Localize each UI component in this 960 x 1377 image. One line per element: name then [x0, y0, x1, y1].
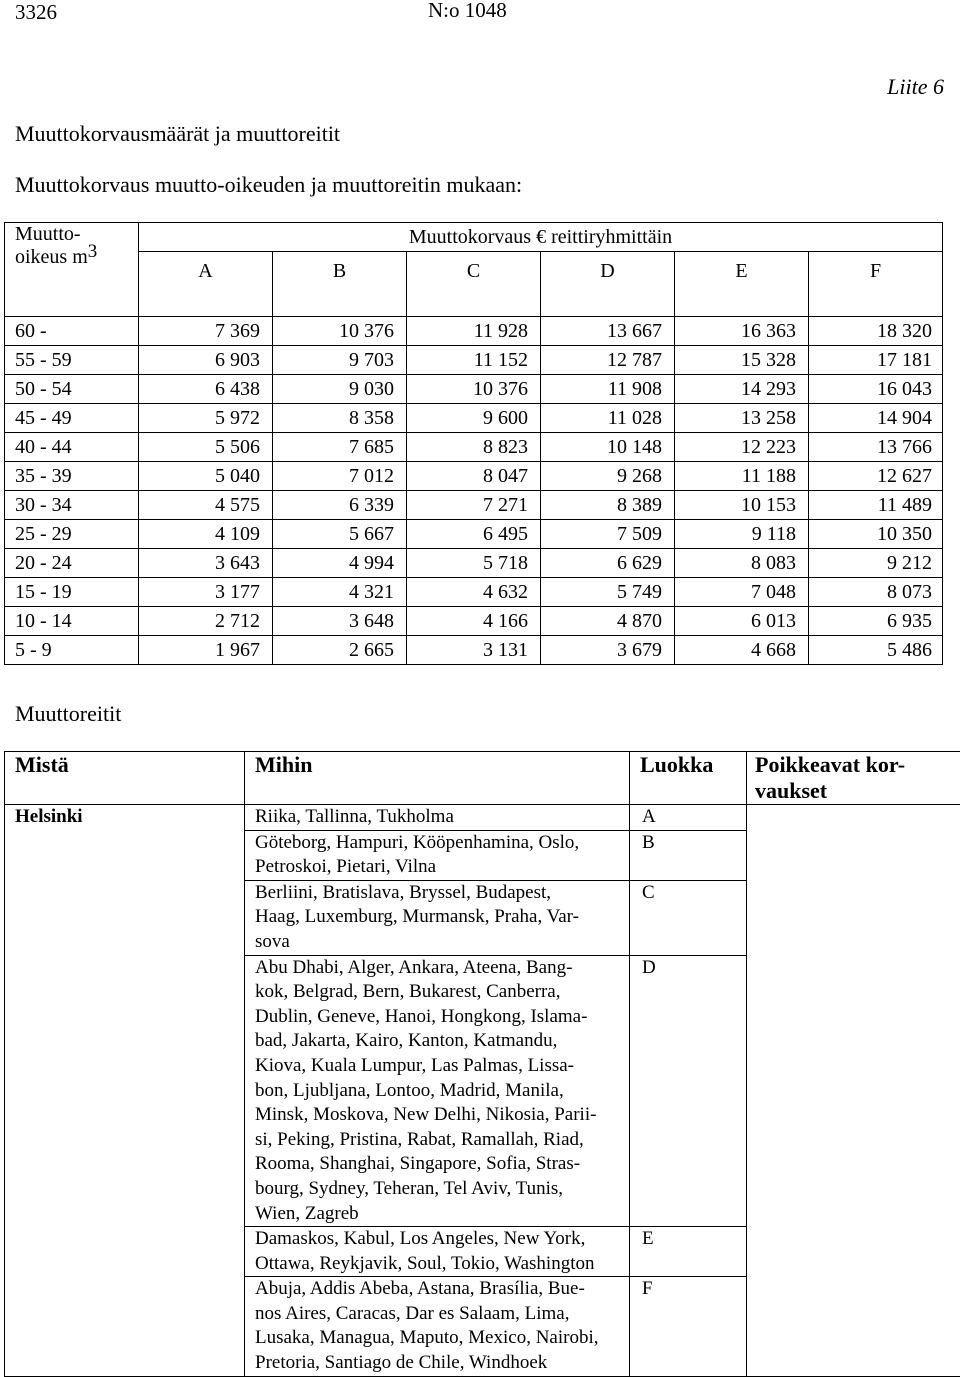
- range-cell: 50 - 54: [5, 375, 139, 404]
- table-row: [5, 491, 943, 520]
- destination-line: Pretoria, Santiago de Chile, Windhoek: [255, 1351, 621, 1376]
- value-cell: 1 967: [139, 636, 273, 665]
- group-letter-f: F: [809, 252, 943, 317]
- value-cell: 9 212: [809, 549, 943, 578]
- group-letter-a: A: [139, 252, 273, 317]
- value-cell: 2 712: [139, 607, 273, 636]
- value-cell: 10 153: [675, 491, 809, 520]
- value-cell: 14 904: [809, 404, 943, 433]
- group-letters-row: [5, 252, 943, 317]
- value-cell: 4 632: [407, 578, 541, 607]
- value-cell: 3 679: [541, 636, 675, 665]
- destination-line: Berliini, Bratislava, Bryssel, Budapest,: [255, 881, 621, 906]
- destination-line: Wien, Zagreb: [255, 1202, 621, 1227]
- value-cell: 13 667: [541, 317, 675, 346]
- range-cell: 20 - 24: [5, 549, 139, 578]
- destination-line: Minsk, Moskova, New Delhi, Nikosia, Parii-: [255, 1103, 621, 1128]
- routes-title: Muuttoreitit: [15, 701, 121, 727]
- value-cell: 5 972: [139, 404, 273, 433]
- value-cell: 11 928: [407, 317, 541, 346]
- value-cell: 5 667: [273, 520, 407, 549]
- page-subtitle: Muuttokorvaus muutto-oikeuden ja muuttoreitin mukaan:: [15, 172, 522, 198]
- table-row: [5, 404, 943, 433]
- value-cell: 16 363: [675, 317, 809, 346]
- value-cell: 4 870: [541, 607, 675, 636]
- group-letter-d: D: [541, 252, 675, 317]
- value-cell: 11 908: [541, 375, 675, 404]
- value-cell: 4 575: [139, 491, 273, 520]
- destination-line: nos Aires, Caracas, Dar es Salaam, Lima,: [255, 1302, 621, 1327]
- table-row: [5, 462, 943, 491]
- destination-line: Haag, Luxemburg, Murmansk, Praha, Var-: [255, 905, 621, 930]
- destinations-cell: [245, 830, 630, 880]
- value-cell: 8 073: [809, 578, 943, 607]
- value-cell: 8 047: [407, 462, 541, 491]
- group-letter-e: E: [675, 252, 809, 317]
- value-cell: 2 665: [273, 636, 407, 665]
- row-label-line1: Muutto-: [15, 223, 138, 246]
- value-cell: 4 321: [273, 578, 407, 607]
- group-letter-b: B: [273, 252, 407, 317]
- value-cell: 13 258: [675, 404, 809, 433]
- value-cell: 3 643: [139, 549, 273, 578]
- value-cell: 8 823: [407, 433, 541, 462]
- value-cell: 7 048: [675, 578, 809, 607]
- value-cell: 10 376: [273, 317, 407, 346]
- value-cell: 7 271: [407, 491, 541, 520]
- value-cell: 3 648: [273, 607, 407, 636]
- routes-body: [5, 805, 960, 1377]
- value-cell: 5 749: [541, 578, 675, 607]
- value-cell: 4 166: [407, 607, 541, 636]
- value-cell: 7 509: [541, 520, 675, 549]
- range-cell: 30 - 34: [5, 491, 139, 520]
- table-row: [5, 636, 943, 665]
- value-cell: 4 994: [273, 549, 407, 578]
- value-cell: 7 685: [273, 433, 407, 462]
- range-cell: 25 - 29: [5, 520, 139, 549]
- value-cell: 8 389: [541, 491, 675, 520]
- row-label-superscript: 3: [88, 241, 98, 262]
- value-cell: 17 181: [809, 346, 943, 375]
- value-cell: 5 718: [407, 549, 541, 578]
- group-header: Muuttokorvaus € reittiryhmittäin: [139, 223, 943, 252]
- compensation-body: [5, 317, 943, 665]
- value-cell: 6 903: [139, 346, 273, 375]
- value-cell: 10 350: [809, 520, 943, 549]
- page-number: 3326: [15, 0, 57, 25]
- value-cell: 13 766: [809, 433, 943, 462]
- header-class: Luokka: [630, 752, 747, 805]
- destination-line: si, Peking, Pristina, Rabat, Ramallah, Riad,: [255, 1128, 621, 1153]
- value-cell: 6 935: [809, 607, 943, 636]
- table-row: [5, 520, 943, 549]
- value-cell: 8 358: [273, 404, 407, 433]
- origin-cell: Helsinki: [5, 805, 245, 1377]
- header-exceptions: Poikkeavat kor-vaukset: [747, 752, 960, 805]
- value-cell: 3 177: [139, 578, 273, 607]
- class-cell: C: [630, 880, 747, 955]
- destination-line: Abu Dhabi, Alger, Ankara, Ateena, Bang-: [255, 956, 621, 981]
- table-row: [5, 375, 943, 404]
- value-cell: 14 293: [675, 375, 809, 404]
- class-cell: E: [630, 1227, 747, 1277]
- destinations-cell: [245, 1277, 630, 1376]
- destination-line: bad, Jakarta, Kairo, Kanton, Katmandu,: [255, 1029, 621, 1054]
- class-cell: D: [630, 955, 747, 1227]
- value-cell: 7 369: [139, 317, 273, 346]
- destination-line: Göteborg, Hampuri, Kööpenhamina, Oslo,: [255, 831, 621, 856]
- destination-line: sova: [255, 930, 621, 955]
- row-label-line2: oikeus m: [15, 246, 88, 268]
- value-cell: 9 268: [541, 462, 675, 491]
- destination-line: kok, Belgrad, Bern, Bukarest, Canberra,: [255, 980, 621, 1005]
- value-cell: 6 339: [273, 491, 407, 520]
- value-cell: 18 320: [809, 317, 943, 346]
- destinations-cell: [245, 955, 630, 1227]
- value-cell: 5 486: [809, 636, 943, 665]
- value-cell: 11 028: [541, 404, 675, 433]
- value-cell: 5 040: [139, 462, 273, 491]
- destination-line: Lusaka, Managua, Maputo, Mexico, Nairobi,: [255, 1326, 621, 1351]
- value-cell: 5 506: [139, 433, 273, 462]
- destination-line: Rooma, Shanghai, Singapore, Sofia, Stras-: [255, 1152, 621, 1177]
- destination-line: Kiova, Kuala Lumpur, Las Palmas, Lissa-: [255, 1054, 621, 1079]
- value-cell: 9 118: [675, 520, 809, 549]
- exceptions-cell: [747, 805, 960, 1377]
- destination-line: Riika, Tallinna, Tukholma: [255, 805, 621, 830]
- table-row: [5, 346, 943, 375]
- value-cell: 9 703: [273, 346, 407, 375]
- value-cell: 4 109: [139, 520, 273, 549]
- table-row: [5, 317, 943, 346]
- value-cell: 6 438: [139, 375, 273, 404]
- value-cell: 9 600: [407, 404, 541, 433]
- destination-line: Abuja, Addis Abeba, Astana, Brasília, Bue-: [255, 1277, 621, 1302]
- value-cell: 6 495: [407, 520, 541, 549]
- appendix-label: Liite 6: [887, 74, 944, 100]
- page-title: Muuttokorvausmäärät ja muuttoreitit: [15, 121, 340, 147]
- table-row: [5, 805, 960, 831]
- value-cell: 11 188: [675, 462, 809, 491]
- table-row: [5, 549, 943, 578]
- table-row: [5, 578, 943, 607]
- header-from: Mistä: [5, 752, 245, 805]
- destinations-cell: [245, 1227, 630, 1277]
- value-cell: 16 043: [809, 375, 943, 404]
- value-cell: 8 083: [675, 549, 809, 578]
- range-cell: 40 - 44: [5, 433, 139, 462]
- range-cell: 15 - 19: [5, 578, 139, 607]
- value-cell: 6 629: [541, 549, 675, 578]
- header-to: Mihin: [245, 752, 630, 805]
- value-cell: 10 376: [407, 375, 541, 404]
- routes-table: [4, 751, 960, 1377]
- range-cell: 55 - 59: [5, 346, 139, 375]
- value-cell: 12 787: [541, 346, 675, 375]
- range-cell: 35 - 39: [5, 462, 139, 491]
- range-cell: 60 -: [5, 317, 139, 346]
- destination-line: bon, Ljubljana, Lontoo, Madrid, Manila,: [255, 1079, 621, 1104]
- compensation-table: [4, 222, 943, 665]
- document-number: N:o 1048: [428, 0, 507, 23]
- value-cell: 4 668: [675, 636, 809, 665]
- class-cell: A: [630, 805, 747, 831]
- row-label-header: [5, 223, 139, 317]
- destination-line: Damaskos, Kabul, Los Angeles, New York,: [255, 1227, 621, 1252]
- value-cell: 7 012: [273, 462, 407, 491]
- table-row: [5, 433, 943, 462]
- value-cell: 11 152: [407, 346, 541, 375]
- group-letter-c: C: [407, 252, 541, 317]
- table-row: [5, 607, 943, 636]
- value-cell: 12 627: [809, 462, 943, 491]
- destination-line: Ottawa, Reykjavik, Soul, Tokio, Washington: [255, 1252, 621, 1277]
- destination-line: bourg, Sydney, Teheran, Tel Aviv, Tunis,: [255, 1177, 621, 1202]
- value-cell: 11 489: [809, 491, 943, 520]
- range-cell: 10 - 14: [5, 607, 139, 636]
- range-cell: 45 - 49: [5, 404, 139, 433]
- value-cell: 15 328: [675, 346, 809, 375]
- range-cell: 5 - 9: [5, 636, 139, 665]
- class-cell: B: [630, 830, 747, 880]
- value-cell: 3 131: [407, 636, 541, 665]
- value-cell: 9 030: [273, 375, 407, 404]
- value-cell: 12 223: [675, 433, 809, 462]
- destinations-cell: [245, 805, 630, 831]
- destination-line: Petroskoi, Pietari, Vilna: [255, 855, 621, 880]
- value-cell: 6 013: [675, 607, 809, 636]
- destination-line: Dublin, Geneve, Hanoi, Hongkong, Islama-: [255, 1005, 621, 1030]
- destinations-cell: [245, 880, 630, 955]
- class-cell: F: [630, 1277, 747, 1376]
- value-cell: 10 148: [541, 433, 675, 462]
